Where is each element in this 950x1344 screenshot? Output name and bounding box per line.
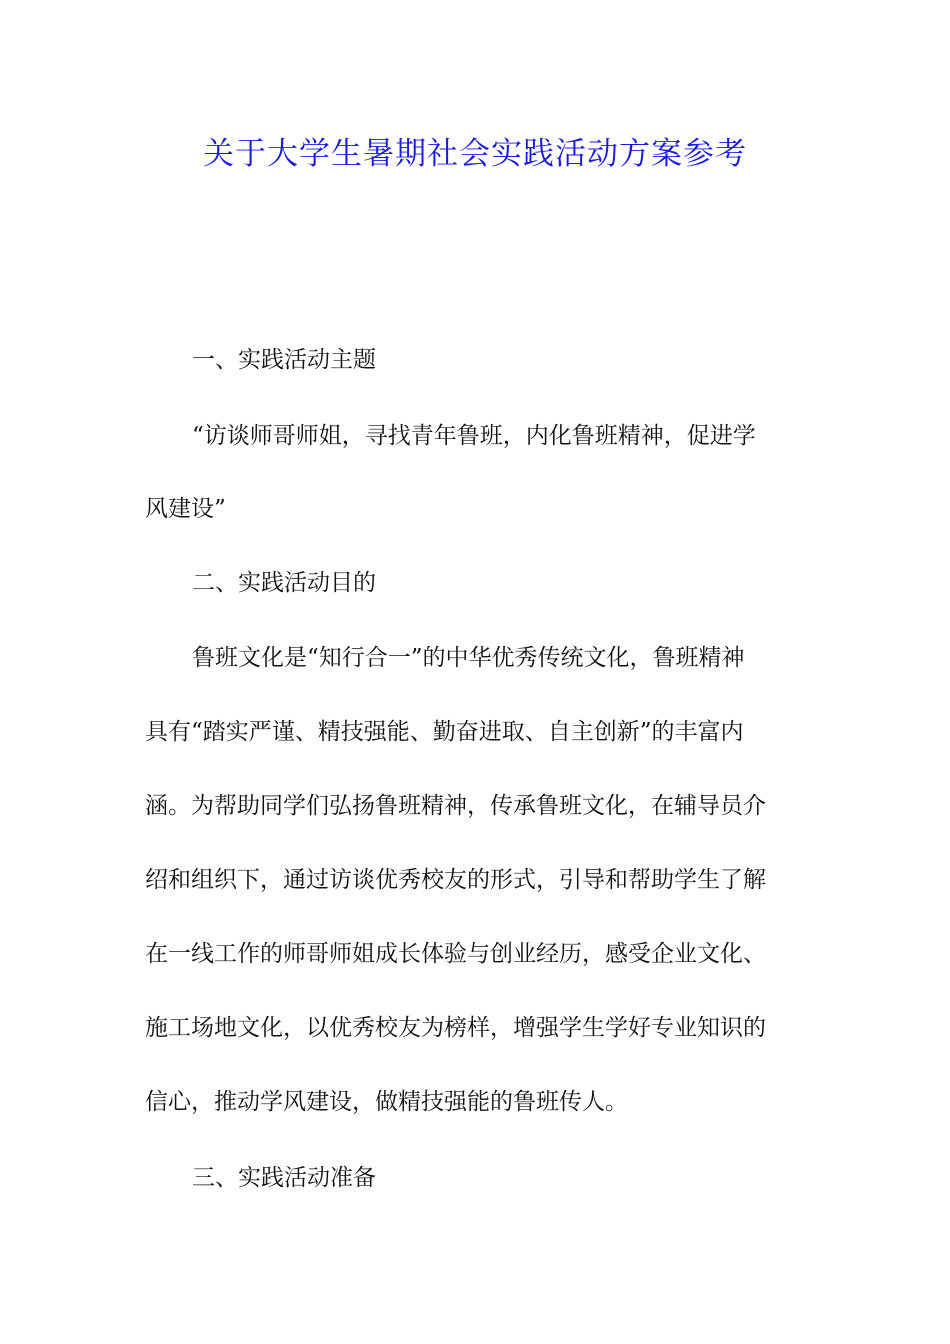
paragraph-line: “访谈师哥师姐，寻找青年鲁班，内化鲁班精神，促进学: [192, 423, 756, 449]
paragraph-line: 信心，推动学风建设，做精技强能的鲁班传人。: [145, 1089, 628, 1115]
heading-section-3: 三、实践活动准备: [192, 1165, 376, 1191]
heading-section-2: 二、实践活动目的: [192, 570, 376, 596]
paragraph-line: 风建设”: [145, 496, 226, 522]
document-title: 关于大学生暑期社会实践活动方案参考: [203, 136, 747, 172]
paragraph-line: 施工场地文化，以优秀校友为榜样，增强学生学好专业知识的: [145, 1015, 766, 1041]
heading-section-1: 一、实践活动主题: [192, 347, 376, 373]
paragraph-line: 绍和组织下，通过访谈优秀校友的形式，引导和帮助学生了解: [145, 867, 766, 893]
paragraph-line: 在一线工作的师哥师姐成长体验与创业经历，感受企业文化、: [145, 941, 766, 967]
paragraph-line: 具有“踏实严谨、精技强能、勤奋进取、自主创新”的丰富内: [145, 719, 744, 745]
paragraph-line: 涵。为帮助同学们弘扬鲁班精神，传承鲁班文化，在辅导员介: [145, 793, 766, 819]
paragraph-line: 鲁班文化是“知行合一”的中华优秀传统文化，鲁班精神: [192, 645, 745, 671]
